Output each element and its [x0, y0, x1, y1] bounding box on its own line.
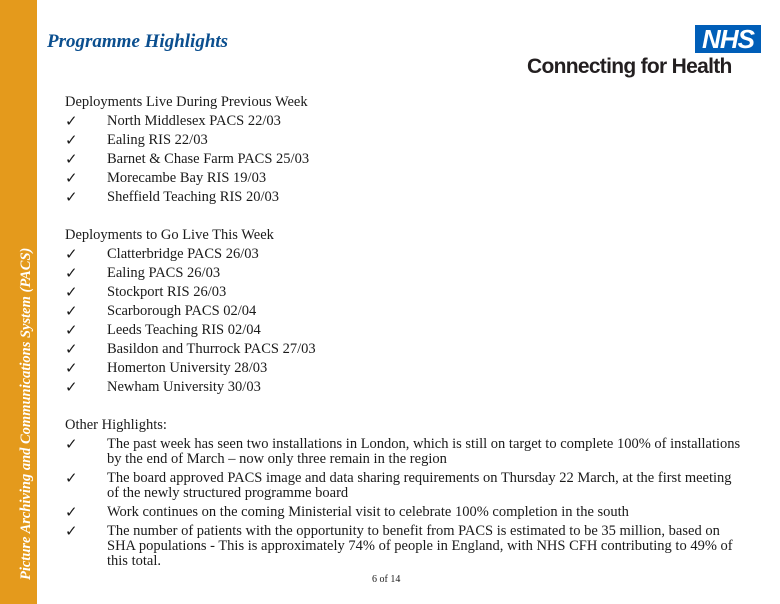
list-item-text: Newham University 30/03: [107, 379, 261, 395]
list-item-text: Clatterbridge PACS 26/03: [107, 246, 259, 262]
section-previous-week: [65, 93, 745, 207]
list-item-text: Leeds Teaching RIS 02/04: [107, 322, 261, 338]
list-item: [65, 469, 745, 503]
section-this-week: [65, 226, 745, 397]
check-icon: ✓: [65, 264, 78, 282]
check-icon: ✓: [65, 112, 78, 130]
check-icon: ✓: [65, 188, 78, 206]
list-item-text: North Middlesex PACS 22/03: [107, 113, 281, 129]
list-item-text: Sheffield Teaching RIS 20/03: [107, 189, 280, 205]
check-icon: ✓: [65, 169, 78, 187]
list-item: [65, 378, 745, 397]
list-item-text: Barnet & Chase Farm PACS 25/03: [107, 151, 310, 167]
nhs-logo: [527, 22, 763, 80]
list-item: [65, 112, 745, 131]
list-item-text: The number of patients with the opportunity to benefit from PACS is estimated to be 35 million, based on SHA populations - This is approximately 74% of people in England, with NHS CFH contributing to 49% of this total.: [107, 523, 733, 569]
list-item: [65, 522, 745, 571]
check-icon: ✓: [65, 131, 78, 149]
list-item: [65, 150, 745, 169]
list-item: [65, 359, 745, 378]
list-item: [65, 435, 745, 469]
list-item: [65, 302, 745, 321]
list-item: [65, 503, 745, 522]
check-icon: ✓: [65, 150, 78, 168]
list-item: [65, 169, 745, 188]
check-icon: ✓: [65, 321, 78, 339]
check-icon: ✓: [65, 435, 78, 453]
sidebar-label: Picture Archiving and Communications System (PACS): [18, 247, 34, 580]
list-item-text: Work continues on the coming Ministerial visit to celebrate 100% completion in the south: [107, 504, 629, 520]
section-other-highlights: [65, 416, 745, 571]
check-icon: ✓: [65, 283, 78, 301]
list-item-text: Homerton University 28/03: [107, 360, 268, 376]
list-item-text: Scarborough PACS 02/04: [107, 303, 257, 319]
list-item-text: Basildon and Thurrock PACS 27/03: [107, 341, 316, 357]
list-item: [65, 131, 745, 150]
list-item: [65, 340, 745, 359]
sidebar-band: [0, 0, 37, 604]
check-icon: ✓: [65, 302, 78, 320]
nhs-badge: NHS: [695, 25, 761, 53]
section-heading: Deployments to Go Live This Week: [65, 227, 274, 243]
check-icon: ✓: [65, 469, 78, 487]
section-heading: Deployments Live During Previous Week: [65, 94, 308, 110]
check-icon: ✓: [65, 245, 78, 263]
check-icon: ✓: [65, 359, 78, 377]
list-item-text: Morecambe Bay RIS 19/03: [107, 170, 267, 186]
list-item: [65, 264, 745, 283]
content-body: [65, 93, 745, 590]
list-item-text: Ealing RIS 22/03: [107, 132, 208, 148]
list-item: [65, 245, 745, 264]
check-icon: ✓: [65, 522, 78, 540]
list-item: [65, 283, 745, 302]
list-item-text: Ealing PACS 26/03: [107, 265, 221, 281]
check-icon: ✓: [65, 503, 78, 521]
list-item: [65, 188, 745, 207]
check-icon: ✓: [65, 378, 78, 396]
section-heading: Other Highlights:: [65, 417, 167, 433]
logo-tagline: Connecting for Health: [527, 55, 732, 78]
page-number: 6 of 14: [372, 574, 401, 585]
list-item: [65, 321, 745, 340]
list-item-text: Stockport RIS 26/03: [107, 284, 227, 300]
page-title: Programme Highlights: [47, 31, 229, 52]
list-item-text: The past week has seen two installations in London, which is still on target to complete 100% of installations by the end of March – now only three remain in the region: [107, 436, 741, 467]
check-icon: ✓: [65, 340, 78, 358]
list-item-text: The board approved PACS image and data sharing requirements on Thursday 22 March, at the first meeting of the newly structured programme board: [107, 470, 732, 501]
